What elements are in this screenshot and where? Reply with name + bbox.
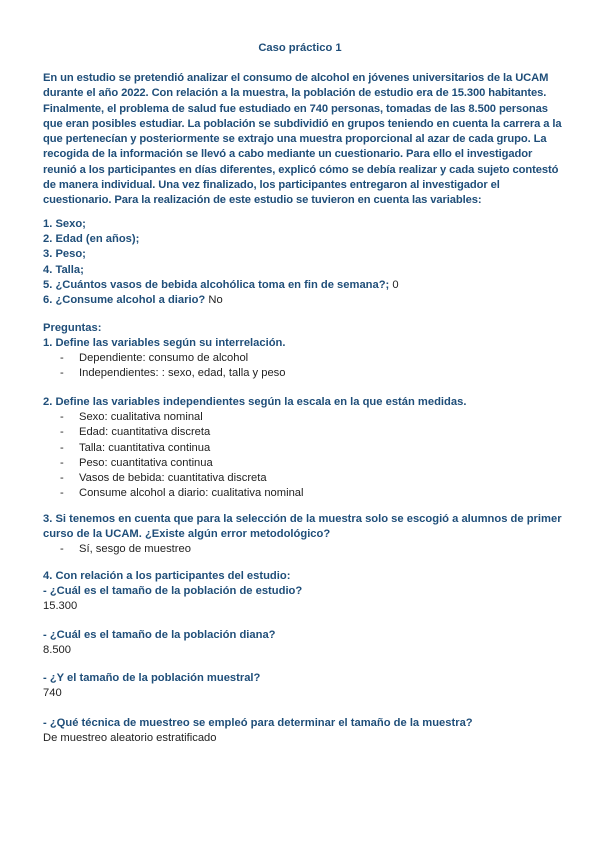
list-item: - Talla: cuantitativa continua [43, 441, 563, 456]
sub-answer: 15.300 [43, 600, 78, 613]
variable-item: 5. ¿Cuántos vasos de bebida alcohólica toma en fin de semana?; 0 [43, 278, 399, 291]
sub-question: - ¿Qué técnica de muestreo se empleó para determinar el tamaño de la muestra? [43, 717, 473, 729]
variable-item: 2. Edad (en años); [43, 233, 140, 246]
list-item: - Sí, sesgo de muestreo [43, 542, 563, 557]
variable-item: 1. Sexo; [43, 218, 86, 230]
preguntas-heading: Preguntas: [43, 322, 102, 334]
question-text: 2. Define las variables independientes según la escala en la que están medidas. [43, 396, 467, 408]
sub-question: - ¿Y el tamaño de la población muestral? [43, 672, 261, 684]
variable-item: 3. Peso; [43, 248, 86, 261]
question-text: 3. Si tenemos en cuenta que para la selección de la muestra solo se escogió a alumnos de primer curso de la UCAM. ¿Existe algún error metodológico? [43, 513, 562, 541]
variables-list [43, 217, 563, 308]
question-text: 1. Define las variables según su interrelación. [43, 337, 286, 349]
answer-list [43, 410, 563, 501]
list-item: - Sexo: cualitativa nominal [43, 410, 563, 425]
question-1 [43, 336, 563, 382]
list-item: - Vasos de bebida: cuantitativa discreta [43, 471, 563, 486]
sub-question: - ¿Cuál es el tamaño de la población de estudio? [43, 585, 303, 598]
variable-item: 4. Talla; [43, 263, 84, 276]
sub-answer: De muestreo aleatorio estratificado [43, 732, 217, 745]
variable-item: 6. ¿Consume alcohol a diario? No [43, 294, 223, 307]
list-item: - Peso: cuantitativa continua [43, 456, 563, 471]
question-3 [43, 512, 563, 558]
document-title: Caso práctico 1 [258, 42, 342, 54]
variable-answer: No [205, 294, 223, 307]
question-2 [43, 395, 563, 501]
list-item: - Consume alcohol a diario: cualitativa nominal [43, 486, 563, 501]
question-text: 4. Con relación a los participantes del estudio: [43, 570, 291, 582]
question-4 [43, 569, 563, 615]
sub-answer: 740 [43, 687, 62, 700]
list-item: - Edad: cuantitativa discreta [43, 425, 563, 440]
variable-answer: 0 [389, 278, 399, 291]
question-4d [43, 716, 563, 746]
list-item: - Dependiente: consumo de alcohol [43, 351, 563, 366]
answer-list [43, 351, 563, 381]
intro-paragraph: En un estudio se pretendió analizar el consumo de alcohol en jóvenes universitarios de la UCAM durante el año 2022. Con relación a la muestra, la población de estudio era de 15.300 habitantes. Finalmente, el problema de salud fue estudiado en 740 personas, tomadas de las 8.500 personas que eran posibles estudiar. La población se subdividió en grupos teniendo en cuenta la carrera a la que pertenecían y posteriormente se extrajo una muestra proporcional al azar de cada grupo. La recogida de la información se llevó a cabo mediante un cuestionario. Para ello el investigador reunió a los participantes en días diferentes, explicó cómo se debía realizar y cada sujeto contestó de manera individual. Una vez finalizado, los participantes entregaron al investigador el cuestionario. Para la realización de este estudio se tuvieron en cuenta las variables: [43, 72, 562, 207]
list-item: - Independientes: : sexo, edad, talla y peso [43, 366, 563, 381]
sub-question: - ¿Cuál es el tamaño de la población diana? [43, 629, 276, 641]
sub-answer: 8.500 [43, 644, 71, 657]
question-4c [43, 671, 563, 701]
question-4b [43, 628, 563, 658]
answer-list [43, 542, 563, 557]
